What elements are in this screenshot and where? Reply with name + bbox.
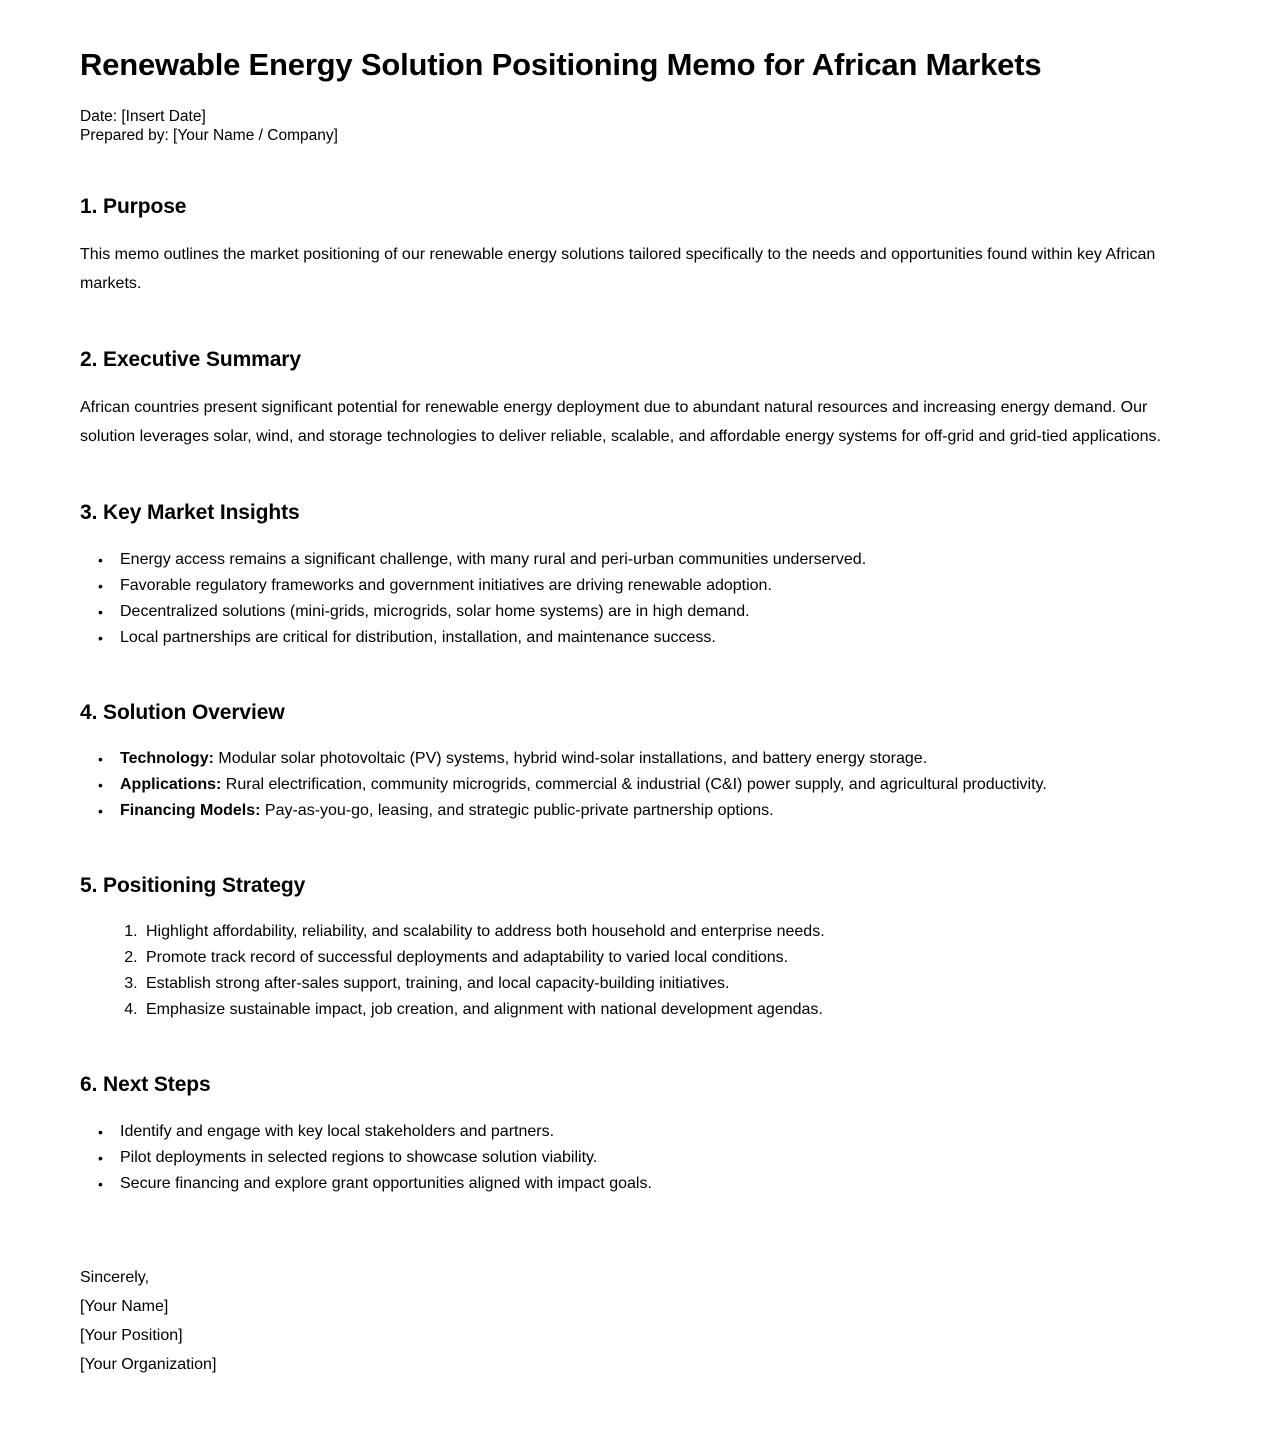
- section-heading-next-steps: 6. Next Steps: [80, 1073, 211, 1097]
- list-item: • Local partnerships are critical for distribution, installation, and maintenance success.: [108, 625, 1183, 651]
- list-item: [108, 746, 1183, 772]
- section-next-steps: [80, 1071, 1183, 1196]
- document-meta: [80, 107, 1183, 145]
- list-item-label: Technology:: [120, 749, 214, 767]
- section-paragraph-purpose: This memo outlines the market positioning of our renewable energy solutions tailored specifically to the needs and opportunities found within key African markets.: [80, 246, 1156, 293]
- signature-closing: Sincerely,: [80, 1268, 150, 1286]
- list-item: [108, 772, 1183, 798]
- meta-prepared-by: Prepared by: [Your Name / Company]: [80, 126, 338, 144]
- solution-overview-list: [80, 746, 1183, 824]
- section-heading-key-market-insights: 3. Key Market Insights: [80, 501, 300, 525]
- section-solution-overview: [80, 699, 1183, 824]
- positioning-strategy-list: [80, 919, 1183, 1023]
- next-steps-list: [80, 1119, 1183, 1197]
- meta-date: Date: [Insert Date]: [80, 107, 206, 125]
- signature-block: [80, 1263, 1183, 1379]
- list-item: • Energy access remains a significant challenge, with many rural and peri-urban communities underserved.: [108, 547, 1183, 573]
- list-item: 3. Establish strong after-sales support, training, and local capacity-building initiatives.: [142, 971, 1183, 997]
- list-item: • Pilot deployments in selected regions to showcase solution viability.: [108, 1145, 1183, 1171]
- section-purpose: [80, 193, 1183, 298]
- key-market-insights-list: [80, 547, 1183, 651]
- section-heading-solution-overview: 4. Solution Overview: [80, 700, 285, 724]
- section-heading-executive-summary: 2. Executive Summary: [80, 348, 301, 372]
- section-key-market-insights: [80, 499, 1183, 650]
- section-executive-summary: [80, 346, 1183, 451]
- list-item-text: Pay-as-you-go, leasing, and strategic public-private partnership options.: [260, 801, 774, 819]
- list-item: • Secure financing and explore grant opportunities aligned with impact goals.: [108, 1171, 1183, 1197]
- section-heading-positioning-strategy: 5. Positioning Strategy: [80, 873, 306, 897]
- list-item: • Decentralized solutions (mini-grids, microgrids, solar home systems) are in high demand.: [108, 599, 1183, 625]
- list-item: • Identify and engage with key local stakeholders and partners.: [108, 1119, 1183, 1145]
- section-positioning-strategy: [80, 872, 1183, 1023]
- signature-position: [Your Position]: [80, 1326, 183, 1344]
- list-item: 1. Highlight affordability, reliability, and scalability to address both household and enterprise needs.: [142, 919, 1183, 945]
- page-title: Renewable Energy Solution Positioning Memo for African Markets: [80, 47, 1042, 82]
- signature-organization: [Your Organization]: [80, 1355, 217, 1373]
- list-item: [108, 798, 1183, 824]
- list-item-label: Financing Models:: [120, 801, 261, 819]
- list-item: 4. Emphasize sustainable impact, job creation, and alignment with national development agendas.: [142, 997, 1183, 1023]
- signature-name: [Your Name]: [80, 1297, 169, 1315]
- list-item: • Favorable regulatory frameworks and government initiatives are driving renewable adoption.: [108, 573, 1183, 599]
- list-item: 2. Promote track record of successful deployments and adaptability to varied local conditions.: [142, 945, 1183, 971]
- list-item-text: Rural electrification, community microgrids, commercial & industrial (C&I) power supply, and agricultural productivity.: [221, 775, 1047, 793]
- list-item-text: Modular solar photovoltaic (PV) systems, hybrid wind-solar installations, and battery energy storage.: [213, 749, 928, 767]
- list-item-label: Applications:: [120, 775, 222, 793]
- section-paragraph-executive-summary: African countries present significant potential for renewable energy deployment due to abundant natural resources and increasing energy demand. Our solution leverages solar, wind, and storage technologies to deliver reliable, scalable, and affordable energy systems for off-grid and grid-tied applications.: [80, 399, 1161, 446]
- section-heading-purpose: 1. Purpose: [80, 194, 187, 218]
